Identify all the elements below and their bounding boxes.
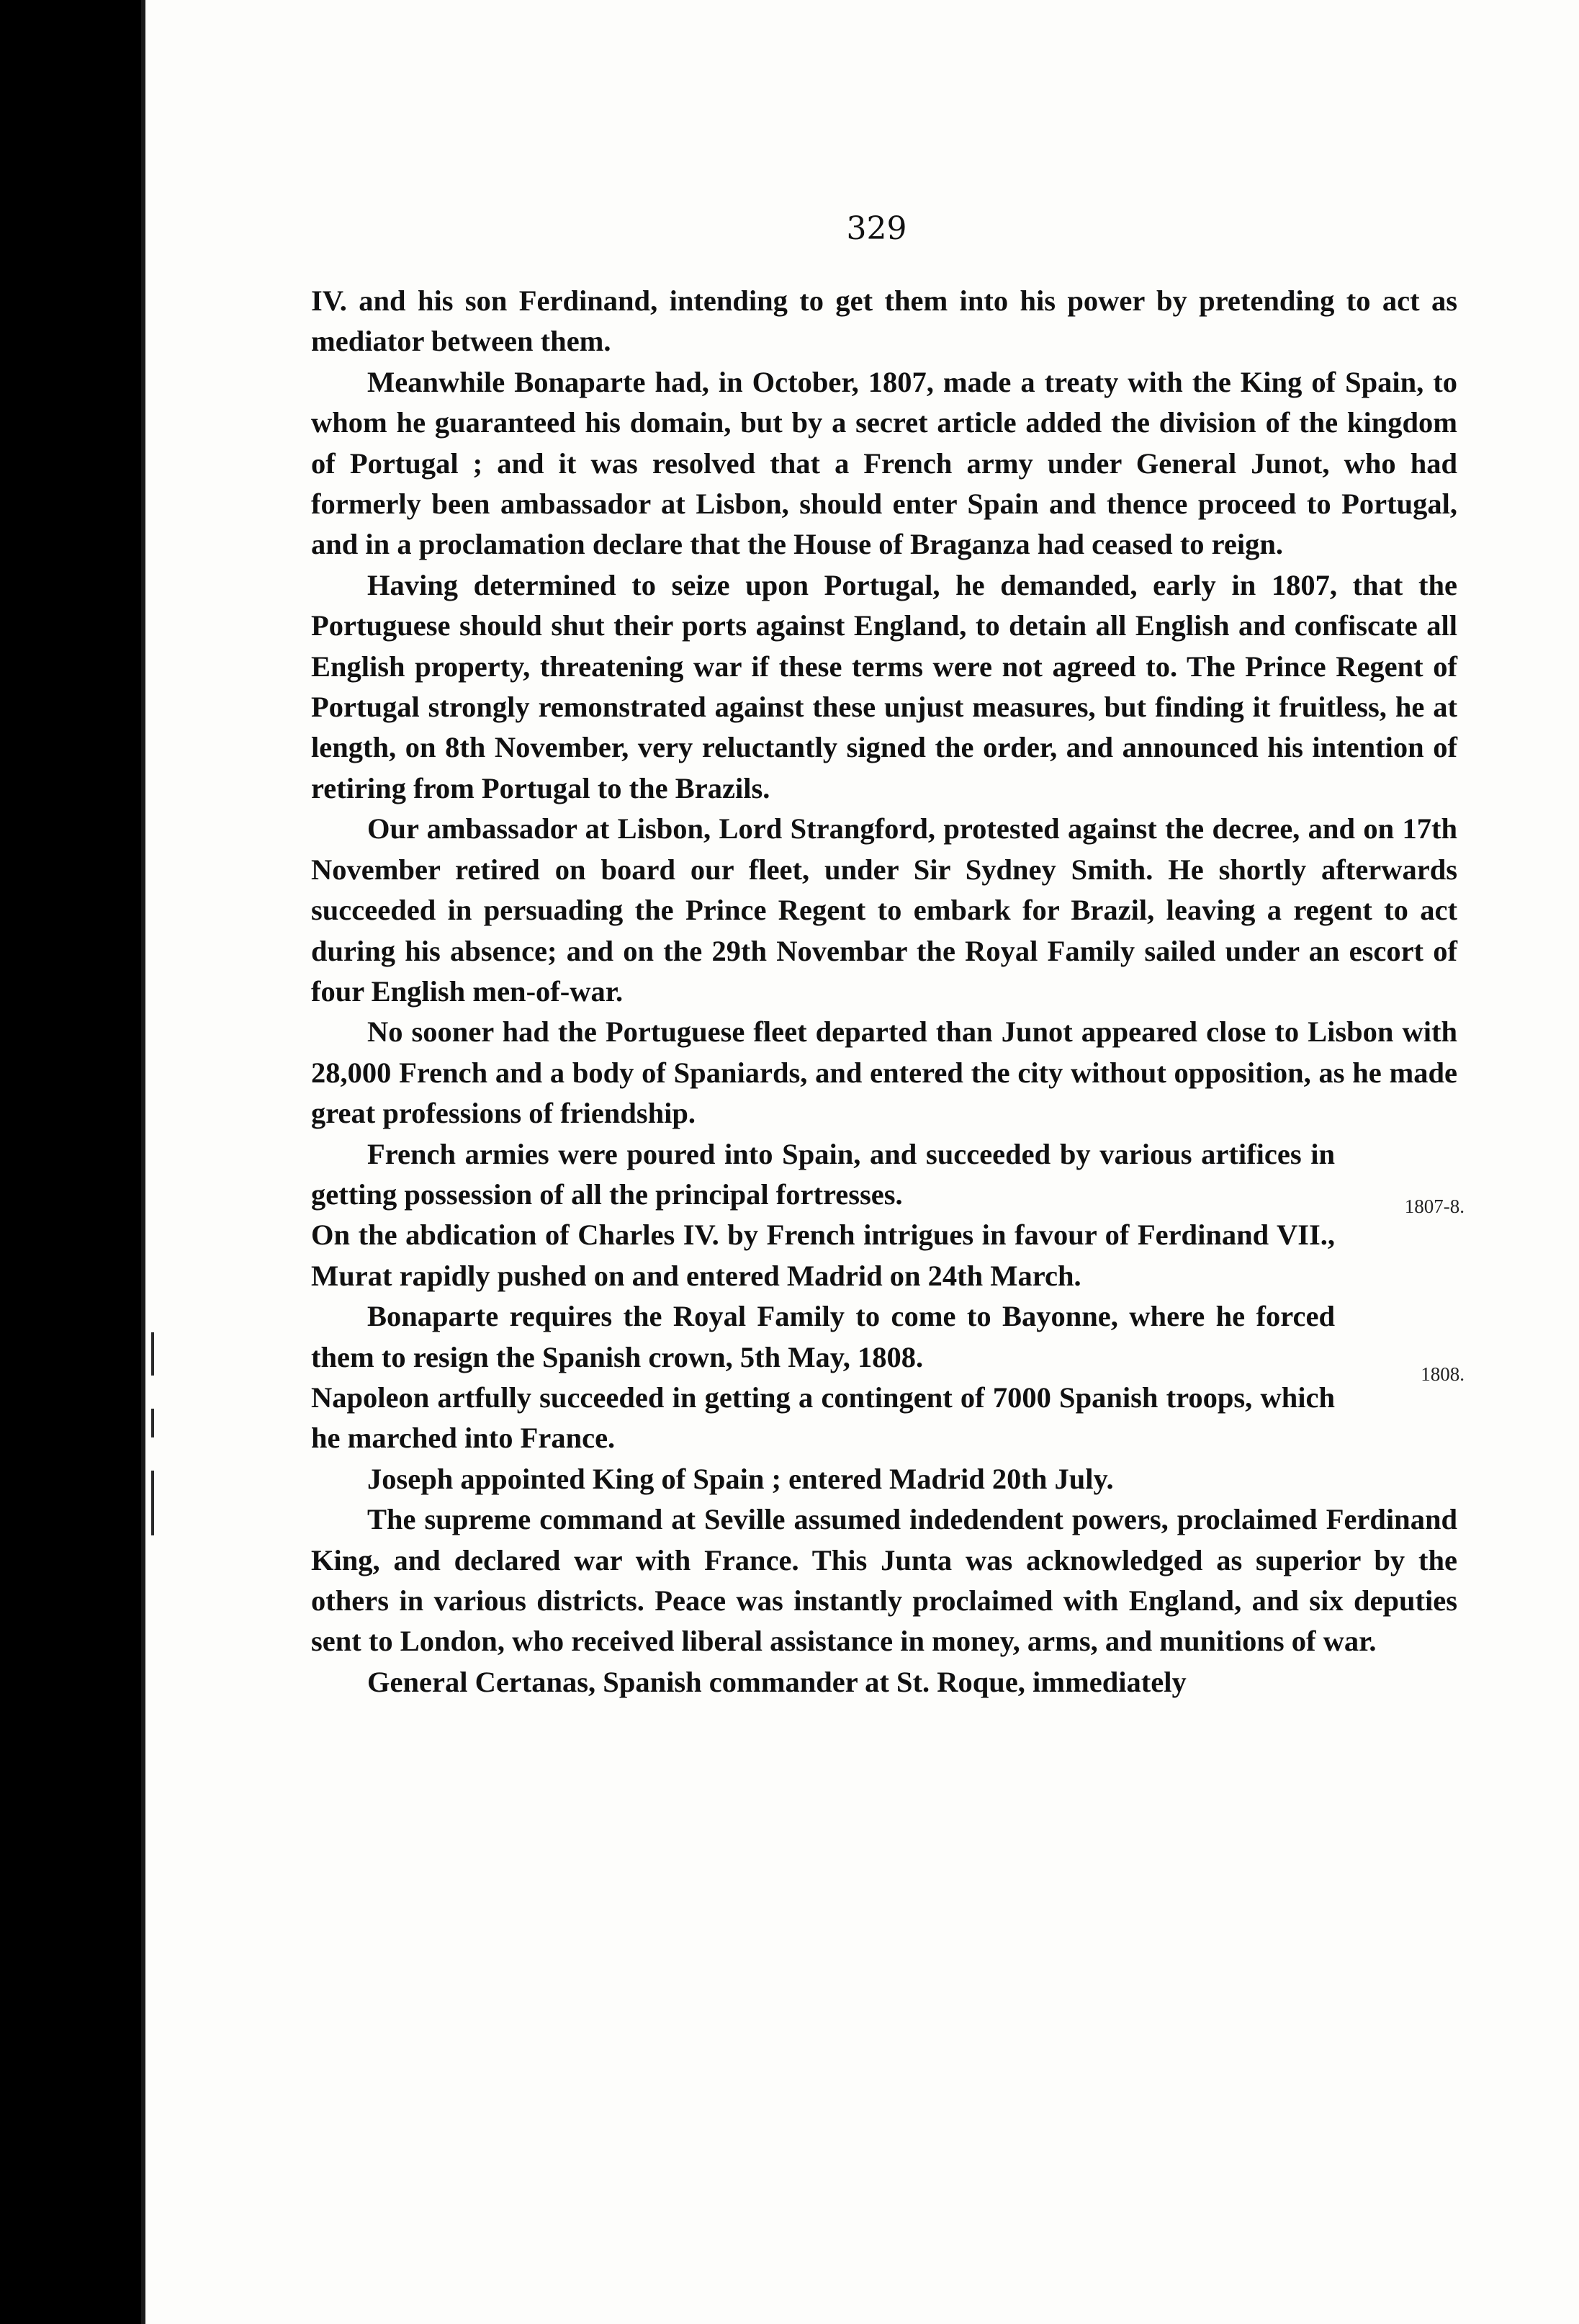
margin-note-1808: 1808.: [1421, 1363, 1465, 1386]
paragraph: French armies were poured into Spain, and succeeded by various artifices in getting possession of all the principal fortresses.: [311, 1137, 1335, 1211]
paragraph: Meanwhile Bonaparte had, in October, 1807, made a treaty with the King of Spain, to whom he guaranteed his domain, but by a secret article added the division of the kingdom of Portugal ; and it was resolved that a French army under General Junot, who had formerly been ambassador at Lisbon, should enter Spain and thence proceed to Portugal, and in a proclamation declare that the House of Braganza had ceased to reign.: [311, 365, 1457, 561]
body-text: [311, 281, 1465, 1702]
book-page: [141, 0, 1579, 2324]
paragraph: Joseph appointed King of Spain ; entered Madrid 20th July.: [367, 1462, 1114, 1495]
page-number: 329: [846, 210, 907, 247]
paragraph: No sooner had the Portuguese fleet departed than Junot appeared close to Lisbon with 28,000 French and a body of Spaniards, and entered the city without opposition, as he made great professions of friendship.: [311, 1015, 1457, 1130]
binding-edge-marks: [151, 1332, 161, 1635]
section-1807-8: [311, 1134, 1465, 1297]
paragraph: General Certanas, Spanish commander at St. Roque, immediately: [367, 1665, 1187, 1698]
section-1808: [311, 1296, 1465, 1459]
paragraph: Bonaparte requires the Royal Family to come to Bayonne, where he forced them to resign the Spanish crown, 5th May, 1808.: [311, 1300, 1335, 1373]
paragraph: Having determined to seize upon Portugal, he demanded, early in 1807, that the Portuguese should shut their ports against England, to detain all English and confiscate all English property, threatening war if these terms were not agreed to. The Prince Regent of Portugal strongly remonstrated against these unjust measures, but finding it fruitless, he at length, on 8th November, very reluctantly signed the order, and announced his intention of retiring from Portugal to the Brazils.: [311, 568, 1457, 804]
paragraph: On the abdication of Charles IV. by French intrigues in favour of Ferdinand VII., Murat rapidly pushed on and entered Madrid on 24th March.: [311, 1219, 1335, 1292]
paragraph: IV. and his son Ferdinand, intending to get them into his power by pretending to act as mediator between them.: [311, 284, 1457, 358]
paragraph: Napoleon artfully succeeded in getting a contingent of 7000 Spanish troops, which he marched into France.: [311, 1381, 1335, 1455]
margin-note-1807-8: 1807-8.: [1404, 1195, 1465, 1217]
paragraph: The supreme command at Seville assumed indedendent powers, proclaimed Ferdinand King, and declared war with France. This Junta was acknowledged as superior by the others in various districts. Peace was instantly proclaimed with England, and six deputies sent to London, who received liberal assistance in money, arms, and munitions of war.: [311, 1503, 1457, 1658]
paragraph: Our ambassador at Lisbon, Lord Strangford, protested against the decree, and on 17th November retired on board our fleet, under Sir Sydney Smith. He shortly afterwards succeeded in persuading the Prince Regent to embark for Brazil, leaving a regent to act during his absence; and on the 29th Novembar the Royal Family sailed under an escort of four English men-of-war.: [311, 812, 1457, 1008]
